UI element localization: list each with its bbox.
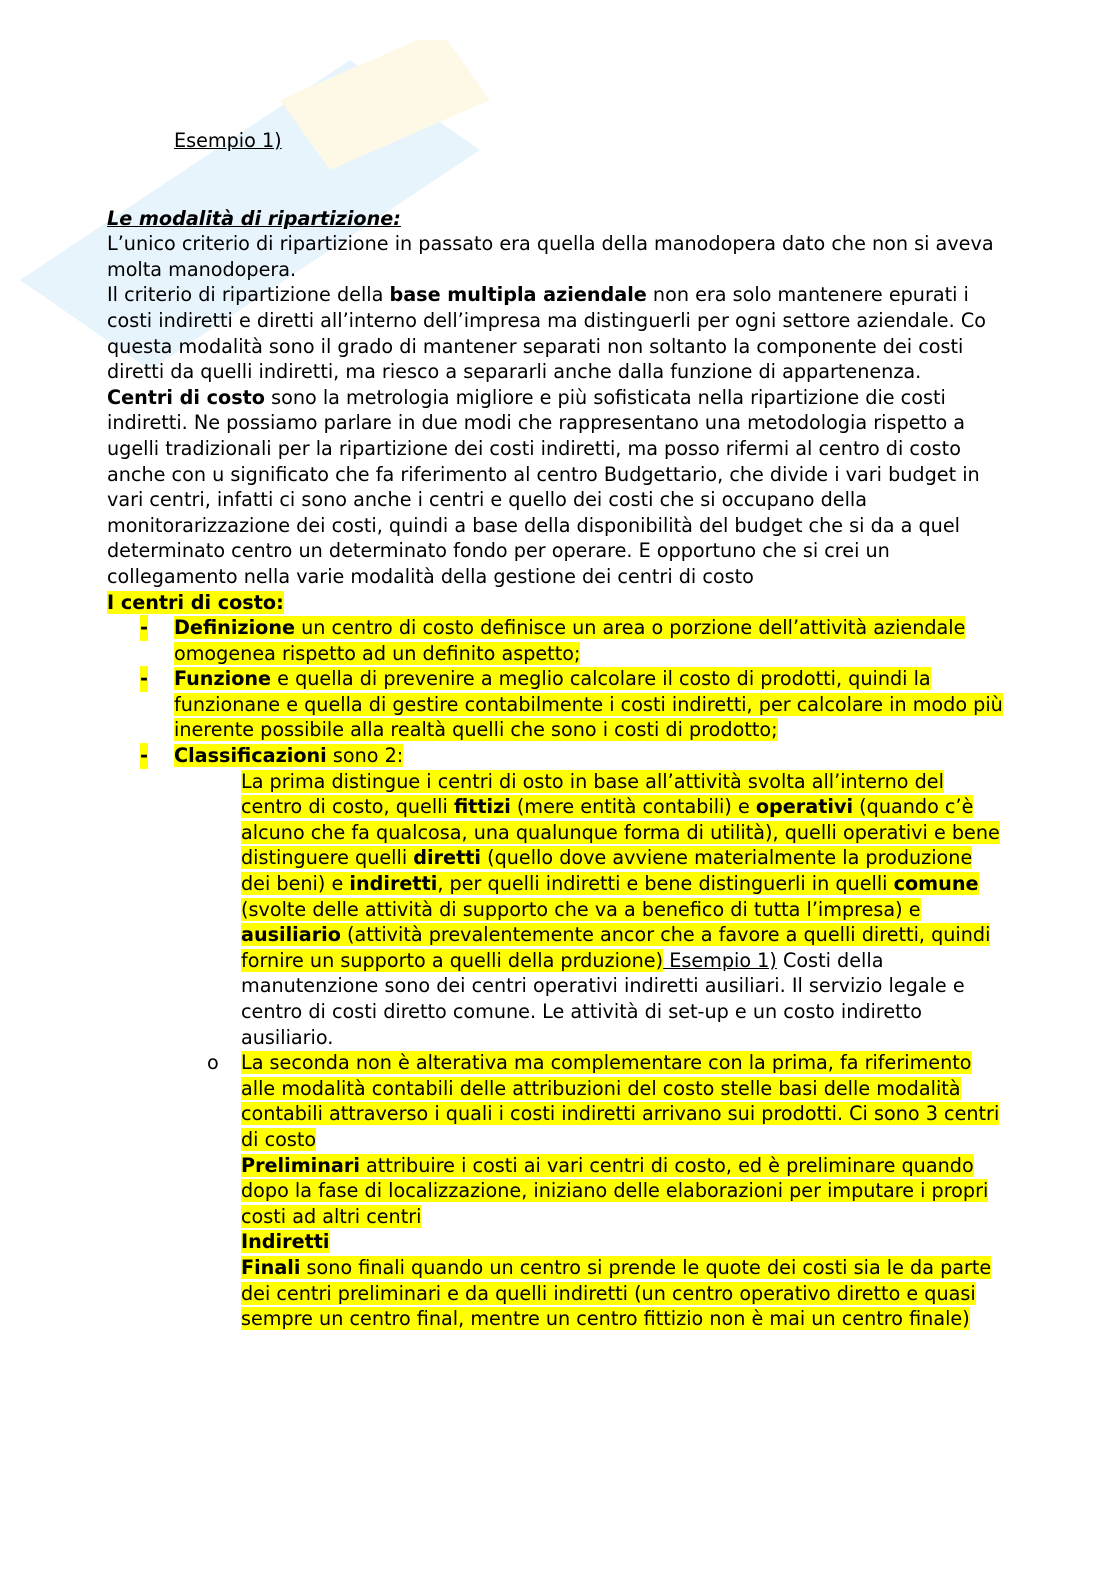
dash-bullet: - [140,744,148,768]
centri-di-costo-paragraph: Centri di costo sono la metrologia migliore e più sofisticata nella ripartizione die costi indiretti. Ne possiamo parlare in due modi che rappresentano una metodologia rispetto a ugelli tradizionali per la ripartizione dei costi indiretti, ma posso rifermi al centro di costo anche con u significato che fa riferimento al centro Budgettario, che divide i vari budget in vari centri, infatti ci sono anche i centri e quello dei costi che si occupano della monitorarizzazione dei costi, quindi a base della disponibilità del budget che si da a quel determinato centro un determinato fondo per operare. E opportuno che si crei un collegamento nella varie modalità della gestione dei centri di costo [107,385,980,588]
dash-bullet: - [140,667,148,691]
section-title: Le modalità di ripartizione: [107,206,401,230]
base-multipla-paragraph: Il criterio di ripartizione della base multipla aziendale non era solo mantenere epurati i costi indiretti e diretti all’interno dell’impresa ma distinguerli per ogni settore aziendale. Co questa modalità sono il grado di mantener separati non soltanto la componente dei costi diretti da quelli indiretti, ma riesco a separarli anche dalla funzione di appartenenza. [107,283,986,384]
second-classification: o La seconda non è alterativa ma complementare con la prima, fa riferimento alle modalità contabili delle attribuzioni del costo stelle basi delle modalità contabili attraverso i quali i costi indiretti arrivano sui prodotti. Ci sono 3 centri di costo Preliminari attribuire i costi ai vari centri di costo, ed è preliminare quando dopo la fase di localizzazione, iniziano delle elaborazioni per imputare i propri costi ad altri centri Indiretti Finali sono finali quando un centro si prende le quote dei costi sia le da parte dei centri preliminari e da quelli indiretti (un centro operativo diretto e quasi sempre un centro final, mentre un centro fittizio non è mai un centro finale) [207,1051,1000,1331]
dash-bullet: - [140,616,148,640]
example-heading: Esempio 1) [174,129,282,152]
list-item-funzione: - Funzione e quella di prevenire a meglio calcolare il costo di prodotti, quindi la funzionane e quella di gestire contabilmente i costi indiretti, per calcolare in modo più inerente possibile alla realtà quelli che sono i costi di prodotto; [140,667,1003,742]
first-classification: La prima distingue i centri di osto in base all’attività svolta all’interno del centro di costo, quelli fittizi (mere entità contabili) e operativi (quando c’è alcuno che fa qualcosa, una qualunque forma di utilità), quelli operativi e bene distinguere quelli diretti (quello dove avviene materialmente la produzione dei beni) e indiretti, per quelli indiretti e bene distinguerli in quelli comune (svolte delle attività di supporto che va a benefico di tutta l’impresa) e ausiliario (attività prevalentemente ancor che a favore a quelli diretti, quindi fornire un supporto a quelli della prduzione) Esempio 1) Costi della manutenzione sono dei centri operativi indiretti ausiliari. Il servizio legale e centro di costi diretto comune. Le attività di set-up e un costo indiretto ausiliario. [241,769,1000,1049]
intro-paragraph: L’unico criterio di ripartizione in passato era quella della manodopera dato che non si aveva molta manodopera. [107,232,994,281]
list-heading: I centri di costo: [107,590,284,614]
document-page [107,128,1007,1332]
list-item-classificazioni: - Classificazioni sono 2: [140,744,404,768]
example-reference: Esempio 1) [663,948,777,972]
circle-bullet: o [207,1051,219,1075]
list-item-definizione: - Definizione un centro di costo definisce un area o porzione dell’attività aziendale omogenea rispetto ad un definito aspetto; [140,616,966,665]
